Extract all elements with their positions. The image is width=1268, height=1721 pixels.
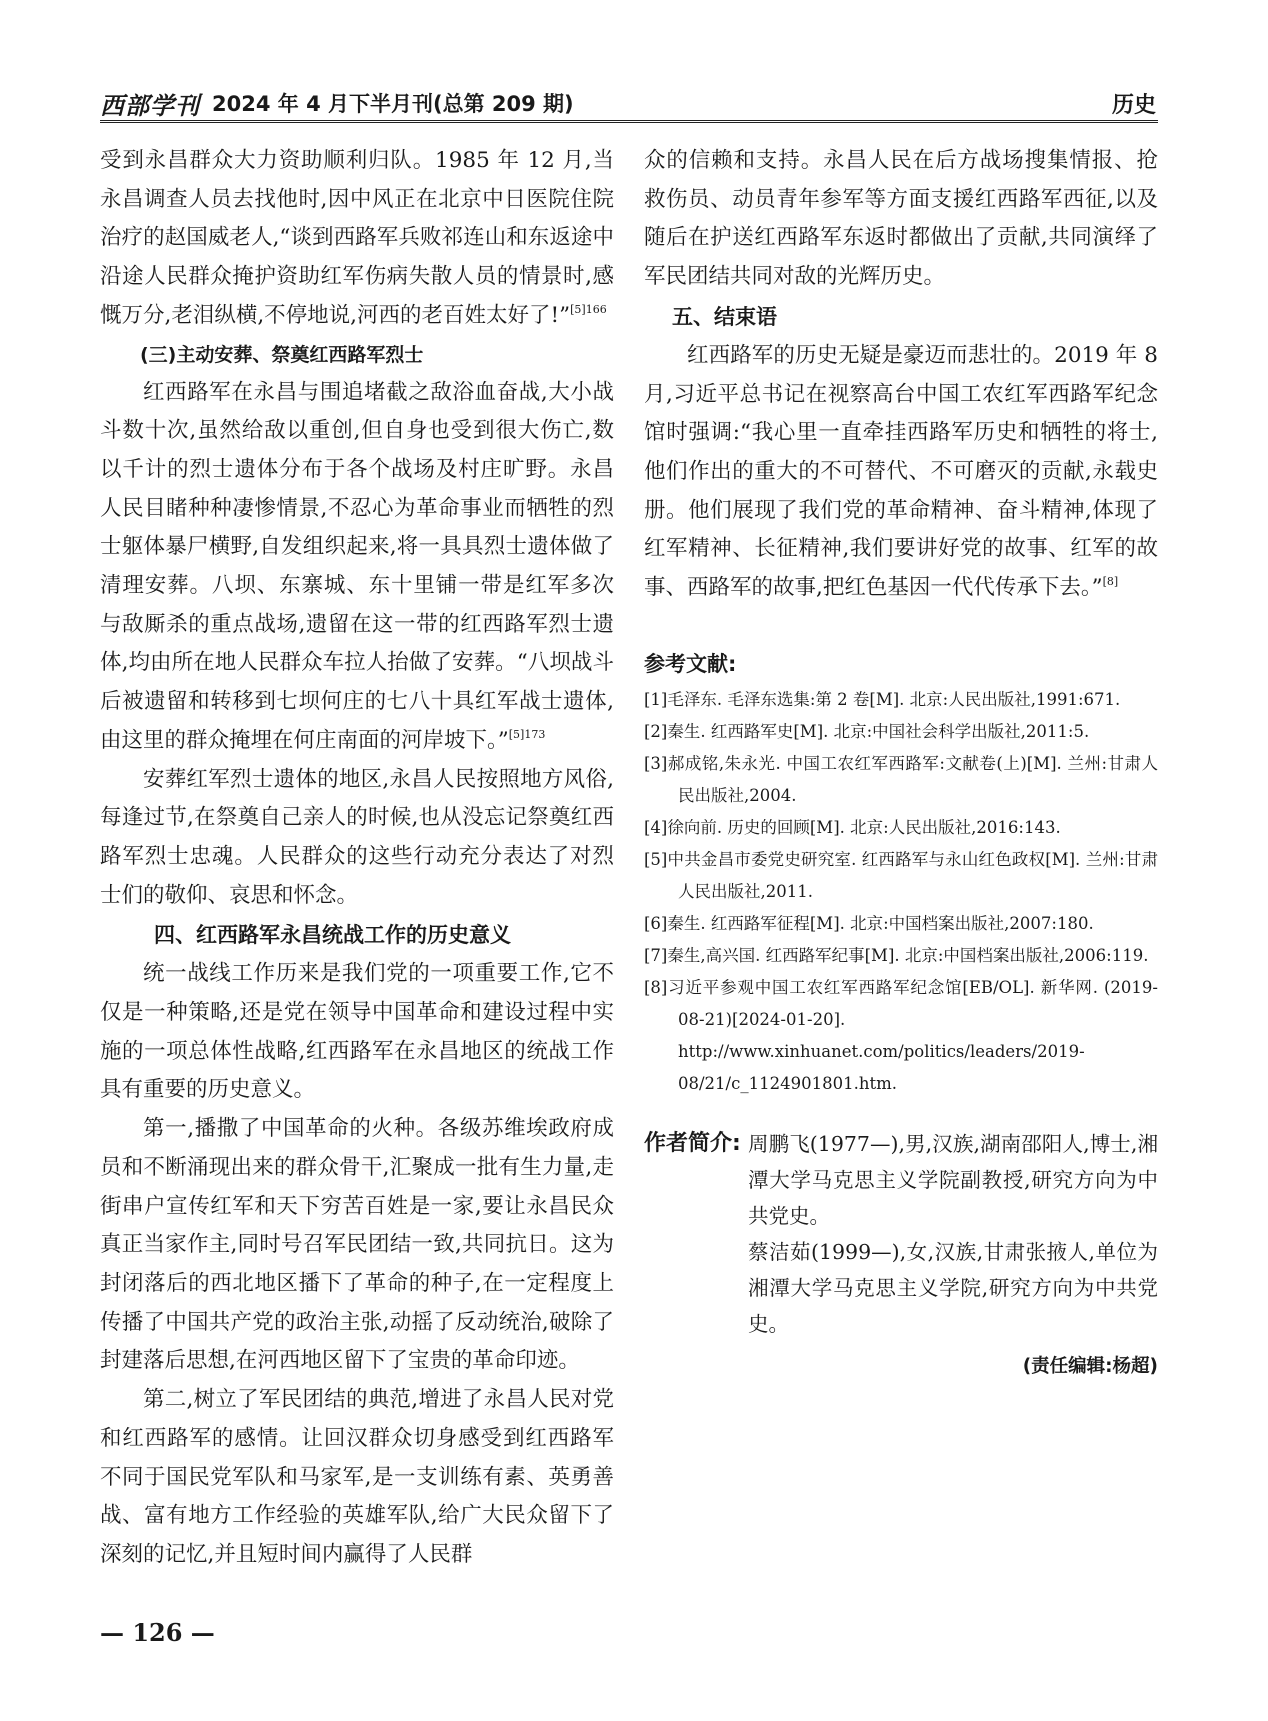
author-entry: 周鹏飞(1977—),男,汉族,湖南邵阳人,博士,湘潭大学马克思主义学院副教授,研究方向为中共党史。 <box>748 1131 1158 1228</box>
reference-item: [2]秦生. 红西路军史[M]. 北京:中国社会科学出版社,2011:5. <box>644 721 1090 741</box>
author-entry: 蔡洁茹(1999—),女,汉族,甘肃张掖人,单位为湘潭大学马克思主义学院,研究方向为中共党史。 <box>748 1239 1158 1336</box>
citation: [8] <box>1102 575 1119 589</box>
paragraph <box>644 337 1158 608</box>
right-column <box>644 142 1158 1382</box>
journal-logo: 西部学刊 <box>100 91 200 120</box>
paragraph: 安葬红军烈士遗体的地区,永昌人民按照地方风俗,每逢过节,在祭奠自己亲人的时候,也从没忘记祭奠红西路军烈士忠魂。人民群众的这些行动充分表达了对烈士们的敬仰、哀思和怀念。 <box>100 766 614 908</box>
section-heading: 五、结束语 <box>672 304 777 329</box>
responsible-editor: (责任编辑:杨超) <box>1022 1355 1158 1377</box>
reference-item: [1]毛泽东. 毛泽东选集:第 2 卷[M]. 北京:人民出版社,1991:671. <box>644 689 1121 709</box>
page-number: — 126 — <box>100 1618 215 1647</box>
paragraph: 众的信赖和支持。永昌人民在后方战场搜集情报、抢救伤员、动员青年参军等方面支援红西路军西征,以及随后在护送红西路军东返时都做出了贡献,共同演绎了军民团结共同对敌的光辉历史。 <box>644 148 1158 290</box>
reference-item: [8]习近平参观中国工农红军西路军纪念馆[EB/OL]. 新华网. (2019-08-21)[2024-01-20]. http://www.xinhuanet.com/politics/leaders/2019-08/21/c_1124901801.htm. <box>644 977 1158 1093</box>
section-heading: 四、红西路军永昌统战工作的历史意义 <box>154 923 511 948</box>
references-heading: 参考文献: <box>644 651 737 676</box>
paragraph-text: 受到永昌群众大力资助顺利归队。1985 年 12 月,当永昌调查人员去找他时,因中风正在北京中日医院住院治疗的赵国威老人,“谈到西路军兵败祁连山和东返途中沿途人民群众掩护资助红军伤病失散人员的情景时,感慨万分,老泪纵横,不停地说,河西的老百姓太好了!” <box>100 148 614 328</box>
paragraph: 统一战线工作历来是我们党的一项重要工作,它不仅是一种策略,还是党在领导中国革命和建设过程中实施的一项总体性战略,红西路军在永昌地区的统战工作具有重要的历史意义。 <box>100 961 614 1103</box>
paragraph-text: 红西路军在永昌与围追堵截之敌浴血奋战,大小战斗数十次,虽然给敌以重创,但自身也受到很大伤亡,数以千计的烈士遗体分布于各个战场及村庄旷野。永昌人民目睹种种凄惨情景,不忍心为革命事业而牺牲的烈士躯体暴尸横野,自发组织起来,将一具具烈士遗体做了清理安葬。八坝、东寨城、东十里铺一带是红军多次与敌厮杀的重点战场,遗留在这一带的红西路军烈士遗体,均由所在地人民群众车拉人抬做了安葬。“八坝战斗后被遗留和转移到七坝何庄的七八十具红军战士遗体,由这里的群众掩埋在何庄南面的河岸坡下。” <box>100 379 614 753</box>
paragraph: 第一,播撒了中国革命的火种。各级苏维埃政府成员和不断涌现出来的群众骨干,汇聚成一批有生力量,走街串户宣传红军和天下穷苦百姓是一家,要让永昌民众真正当家作主,同时号召军民团结一致,共同抗日。这为封闭落后的西北地区播下了革命的种子,在一定程度上传播了中国共产党的政治主张,动摇了反动统治,破除了封建落后思想,在河西地区留下了宝贵的革命印迹。 <box>100 1116 614 1374</box>
references-list <box>644 684 1158 1100</box>
paragraph <box>100 142 614 336</box>
author-bio <box>644 1126 1158 1342</box>
page-header <box>100 86 1158 123</box>
author-bio-label: 作者简介: <box>644 1130 741 1156</box>
paragraph: 第二,树立了军民团结的典范,增进了永昌人民对党和红西路军的感情。让回汉群众切身感受到红西路军不同于国民党军队和马家军,是一支训练有素、英勇善战、富有地方工作经验的英雄军队,给广大民众留下了深刻的记忆,并且短时间内赢得了人民群 <box>100 1387 614 1567</box>
section-name: 历史 <box>1111 93 1156 118</box>
reference-item: [5]中共金昌市委党史研究室. 红西路军与永山红色政权[M]. 兰州:甘肃人民出版社,2011. <box>644 849 1158 901</box>
subsection-heading: (三)主动安葬、祭奠红西路军烈士 <box>140 343 424 366</box>
paragraph <box>100 374 614 761</box>
reference-item: [6]秦生. 红西路军征程[M]. 北京:中国档案出版社,2007:180. <box>644 913 1094 933</box>
issue-info: 2024 年 4 月下半月刊(总第 209 期) <box>212 92 574 116</box>
citation: [5]173 <box>508 727 546 741</box>
reference-item: [3]郝成铭,朱永光. 中国工农红军西路军:文献卷(上)[M]. 兰州:甘肃人民出版社,2004. <box>644 753 1158 805</box>
reference-item: [4]徐向前. 历史的回顾[M]. 北京:人民出版社,2016:143. <box>644 817 1061 837</box>
citation: [5]166 <box>570 302 607 316</box>
left-column <box>100 142 614 1575</box>
author-bio-body <box>748 1126 1158 1342</box>
reference-item: [7]秦生,高兴国. 红西路军纪事[M]. 北京:中国档案出版社,2006:119. <box>644 945 1149 965</box>
paragraph-text: 红西路军的历史无疑是豪迈而悲壮的。2019 年 8 月,习近平总书记在视察高台中国工农红军西路军纪念馆时强调:“我心里一直牵挂西路军历史和牺牲的将士,他们作出的重大的不可替代、不可磨灭的贡献,永载史册。他们展现了我们党的革命精神、奋斗精神,体现了红军精神、长征精神,我们要讲好党的故事、红军的故事、西路军的故事,把红色基因一代代传承下去。” <box>644 342 1158 601</box>
